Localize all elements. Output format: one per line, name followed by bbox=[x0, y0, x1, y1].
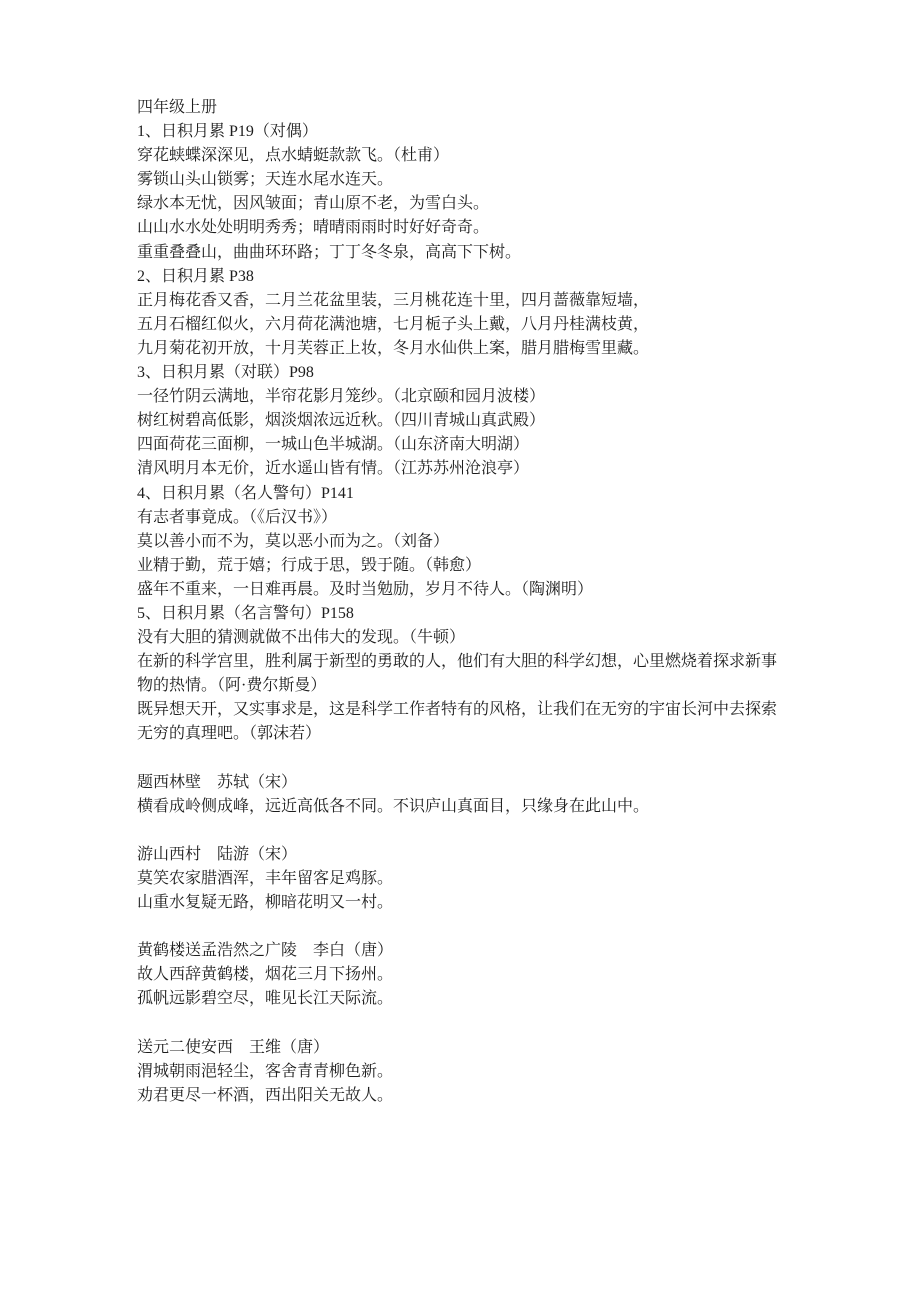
line-body: 雾锁山头山锁雾；天连水尾水连天。 bbox=[137, 171, 394, 189]
line-poem-title: 游山西村 陆游（宋） bbox=[137, 845, 298, 863]
line-body: 有志者事竟成。（《后汉书》） bbox=[137, 508, 338, 526]
line-blank bbox=[137, 915, 797, 939]
line-section-heading: 1、日积月累 P19（对偶） bbox=[137, 123, 318, 141]
line-body: 重重叠叠山，曲曲环环路；丁丁冬冬泉，高高下下树。 bbox=[137, 243, 522, 261]
line-body: 无穷的真理吧。（郭沫若） bbox=[137, 725, 322, 743]
line-body: 既异想天开，又实事求是，这是科学工作者特有的风格，让我们在无穷的宇宙长河中去探索 bbox=[137, 701, 778, 719]
line-body: 物的热情。（阿·费尔斯曼） bbox=[137, 677, 327, 695]
line-poem-title: 黄鹤楼送孟浩然之广陵 李白（唐） bbox=[137, 942, 394, 960]
line-body: 莫笑农家腊酒浑，丰年留客足鸡豚。 bbox=[137, 870, 394, 887]
line-body: 山重水复疑无路，柳暗花明又一村。 bbox=[137, 894, 394, 912]
line-blank bbox=[137, 819, 797, 843]
line-body: 穿花蛱蝶深深见，点水蜻蜓款款飞。（杜甫） bbox=[137, 147, 450, 165]
line-body: 五月石榴红似火，六月荷花满池塘，七月栀子头上戴，八月丹桂满枝黄， bbox=[137, 315, 650, 333]
line-section-heading: 2、日积月累 P38 bbox=[137, 267, 254, 285]
line-doc-title: 四年级上册 bbox=[137, 99, 218, 116]
line-body: 没有大胆的猜测就做不出伟大的发现。（牛顿） bbox=[137, 629, 466, 647]
line-body: 在新的科学宫里，胜利属于新型的勇敢的人，他们有大胆的科学幻想，心里燃烧着探求新事 bbox=[137, 653, 778, 671]
line-poem-title: 题西林壁 苏轼（宋） bbox=[137, 773, 298, 791]
line-body: 业精于勤，荒于嬉；行成于思，毁于随。（韩愈） bbox=[137, 556, 482, 574]
line-body: 故人西辞黄鹤楼，烟花三月下扬州。 bbox=[137, 966, 394, 984]
line-body: 四面荷花三面柳，一城山色半城湖。（山东济南大明湖） bbox=[137, 436, 530, 454]
line-poem-title: 送元二使安西 王维（唐） bbox=[137, 1038, 330, 1056]
line-body: 劝君更尽一杯酒，西出阳关无故人。 bbox=[137, 1086, 394, 1104]
line-body: 九月菊花初开放，十月芙蓉正上妆，冬月水仙供上案，腊月腊梅雪里藏。 bbox=[137, 339, 650, 357]
line-body: 孤帆远影碧空尽，唯见长江天际流。 bbox=[137, 990, 394, 1008]
line-body: 盛年不重来，一日难再晨。及时当勉励，岁月不待人。（陶渊明） bbox=[137, 580, 594, 598]
line-body: 山山水水处处明明秀秀；晴晴雨雨时时好好奇奇。 bbox=[137, 219, 490, 237]
line-body: 莫以善小而不为，莫以恶小而为之。（刘备） bbox=[137, 532, 450, 550]
line-body: 渭城朝雨浥轻尘，客舍青青柳色新。 bbox=[137, 1062, 394, 1080]
line-body: 横看成岭侧成峰，远近高低各不同。不识庐山真面目，只缘身在此山中。 bbox=[137, 797, 650, 815]
line-body: 绿水本无忧，因风皱面；青山原不老，为雪白头。 bbox=[137, 195, 490, 213]
line-section-heading: 4、日积月累（名人警句）P141 bbox=[137, 484, 354, 502]
line-blank bbox=[137, 1012, 797, 1036]
line-section-heading: 3、日积月累（对联）P98 bbox=[137, 364, 314, 382]
line-body: 清风明月本无价，近水遥山皆有情。（江苏苏州沧浪亭） bbox=[137, 460, 530, 478]
line-blank bbox=[137, 747, 797, 771]
text-block bbox=[137, 96, 797, 1108]
line-body: 正月梅花香又香，二月兰花盆里装，三月桃花连十里，四月蔷薇靠短墙， bbox=[137, 291, 650, 309]
line-body: 树红树碧高低影，烟淡烟浓远近秋。（四川青城山真武殿） bbox=[137, 412, 546, 430]
line-body: 一径竹阴云满地，半帘花影月笼纱。（北京颐和园月波楼） bbox=[137, 388, 546, 406]
line-section-heading: 5、日积月累（名言警句）P158 bbox=[137, 604, 354, 622]
